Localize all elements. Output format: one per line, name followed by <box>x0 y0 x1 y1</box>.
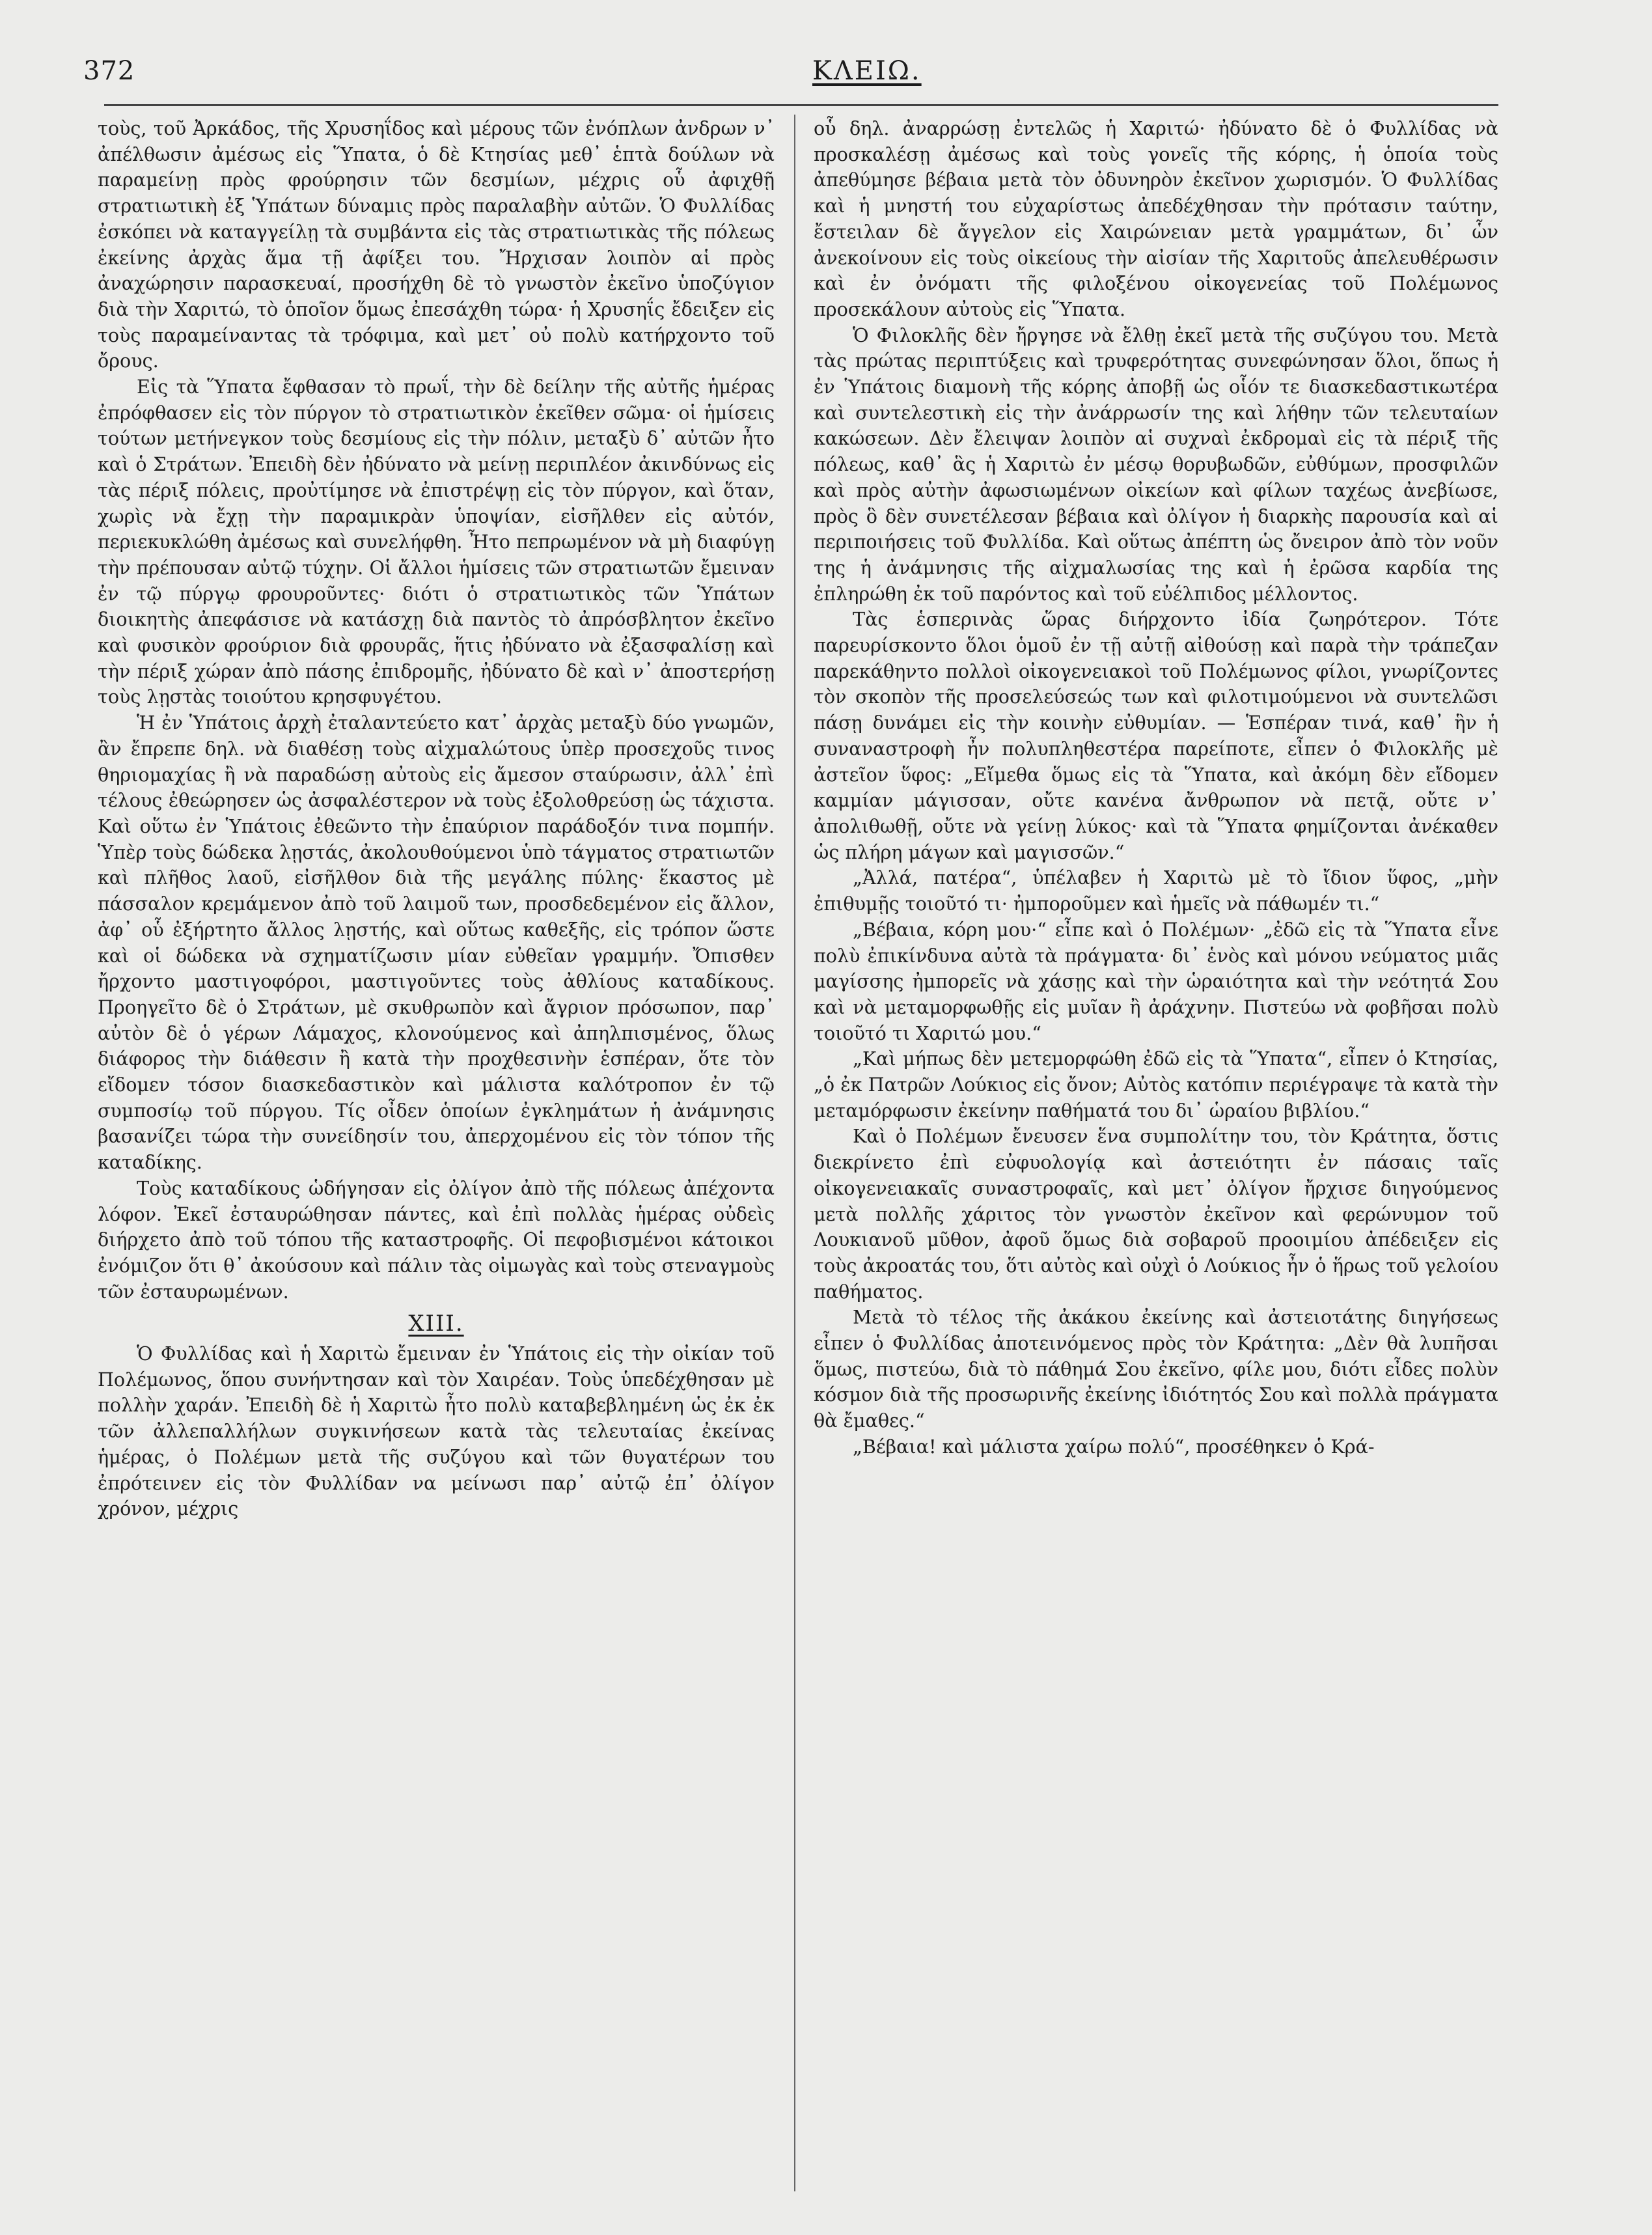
section-heading: XIII. <box>408 1311 464 1337</box>
header-rule <box>104 104 1498 106</box>
paragraph: οὗ δηλ. ἀναρρώσῃ ἐντελῶς ἡ Χαριτώ· ἠδύνατο δὲ ὁ Φυλλίδας νὰ προσκαλέσῃ ἀμέσως καὶ τοὺς γονεῖς τῆς κόρης, ἡ ὁποία τοὺς ἀπεθύμησε βέβαια μετὰ τὸν ὀδυνηρὸν ἐκεῖνον χωρισμόν. Ὁ Φυλλίδας καὶ ἡ μνηστή του εὐχαρίστως ἀπεδέχθησαν τὴν πρότασιν ταύτην, ἔστειλαν δὲ ἄγγελον εἰς Χαιρώνειαν μετὰ γραμμάτων, δι᾽ ὧν ἀνεκοίνουν εἰς τοὺς οἰκείους τὴν αἰσίαν τῆς Χαριτοῦς ἀπελευθέρωσιν καὶ ἐν ὀνόματι τῆς φιλοξένου οἰκογενείας τοῦ Πολέμωνος προσεκάλουν αὐτοὺς εἰς Ὕπατα. <box>814 117 1498 320</box>
paragraph: „Ἀλλά, πατέρα“, ὑπέλαβεν ἡ Χαριτὼ μὲ τὸ ἴδιον ὕφος, „μὴν ἐπιθυμῇς τοιοῦτό τι· ἠμποροῦμεν καὶ ἡμεῖς νὰ πάθωμέν τι.“ <box>814 867 1498 915</box>
paragraph: „Βέβαια! καὶ μάλιστα χαίρω πολύ“, προσέθηκεν ὁ Κρά- <box>853 1435 1375 1458</box>
paragraph: Ὁ Φιλοκλῆς δὲν ἤργησε νὰ ἔλθῃ ἐκεῖ μετὰ τῆς συζύγου του. Μετὰ τὰς πρώτας περιπτύξεις καὶ τρυφερότητας συνεφώνησαν ὅλοι, ὅπως ἡ ἐν Ὑπάτοις διαμονὴ τῆς κόρης ἀποβῇ ὡς οἷόν τε διασκεδαστικωτέρα καὶ συντελεστικὴ εἰς τὴν ἀνάρρωσίν της καὶ λήθην τῶν τελευταίων κακώσεων. Δὲν ἔλειψαν λοιπὸν αἱ συχναὶ ἐκδρομαὶ εἰς τὰ πέριξ τῆς πόλεως, καθ᾽ ἃς ἡ Χαριτὼ ἐν μέσῳ θορυβωδῶν, εὐθύμων, προσφιλῶν καὶ πρὸς αὐτὴν ἀφωσιωμένων οἰκείων καὶ φίλων ταχέως ἀνεβίωσε, πρὸς ὃ δὲν συνετέλεσαν βέβαια καὶ ὀλίγον ἡ διαρκὴς παρουσία καὶ αἱ περιποιήσεις τοῦ Φυλλίδα. Καὶ οὕτως ἀπέπτη ὡς ὄνειρον ἀπὸ τὸν νοῦν της ἡ ἀνάμνησις τῆς αἰχμαλωσίας της καὶ ἡ ἐρῶσα καρδία της ἐπληρώθη ἐκ τοῦ παρόντος καὶ τοῦ εὐέλπιδος μέλλοντος. <box>814 324 1498 605</box>
paragraph: „Βέβαια, κόρη μου·“ εἶπε καὶ ὁ Πολέμων· „ἐδῶ εἰς τὰ Ὕπατα εἶνε πολὺ ἐπικίνδυνα αὐτὰ τὰ πράγματα· δι᾽ ἑνὸς καὶ μόνου νεύματος μιᾶς μαγίσσης ἠμπορεῖς νὰ χάσῃς καὶ τὴν ὡραιότητα καὶ τὴν νεότητά Σου καὶ νὰ μεταμορφωθῇς εἰς μυῖαν ἢ ἀράχνην. Πιστεύω νὰ φοβῆσαι πολὺ τοιοῦτό τι Χαριτώ μου.“ <box>814 918 1498 1044</box>
column-divider <box>794 115 795 2191</box>
paragraph: „Καὶ μήπως δὲν μετεμορφώθη ἐδῶ εἰς τὰ Ὕπατα“, εἶπεν ὁ Κτησίας, „ὁ ἐκ Πατρῶν Λούκιος εἰς ὄνον; Αὐτὸς κατόπιν περιέγραψε τὰ κατὰ τὴν μεταμόρφωσιν ἐκείνην παθήματά του δι᾽ ὡραίου βιβλίου.“ <box>814 1048 1498 1122</box>
paragraph: τοὺς, τοῦ Ἀρκάδος, τῆς Χρυσηΐδος καὶ μέρους τῶν ἐνόπλων ἀνδρων ν᾽ ἀπέλθωσιν ἀμέσως εἰς Ὕπατα, ὁ δὲ Κτησίας μεθ᾽ ἑπτὰ δούλων νὰ παραμείνῃ πρὸς φρούρησιν τῶν δεσμίων, μέχρις οὗ ἀφιχθῇ στρατιωτικὴ ἐξ Ὑπάτων δύναμις πρὸς παραλαβὴν αὐτῶν. Ὁ Φυλλίδας ἐσκόπει νὰ καταγγείλῃ τὰ συμβάντα εἰς τὰς στρατιωτικὰς τῆς πόλεως ἐκείνης ἀρχὰς ἅμα τῇ ἀφίξει του. Ἤρχισαν λοιπὸν αἱ πρὸς ἀναχώρησιν παρασκευαί, προσήχθη δὲ τὸ γνωστὸν ἐκεῖνο ὑποζύγιον διὰ τὴν Χαριτώ, τὸ ὁποῖον ὅμως ἐπεσάχθη τώρα· ἡ Χρυσηΐς ἔδειξεν εἰς τοὺς παραμείναντας τὰ τρόφιμα, καὶ μετ᾽ οὐ πολὺ κατήρχοντο τοῦ ὄρους. <box>98 117 775 372</box>
running-title: ΚΛΕΙΩ. <box>812 56 922 86</box>
page-number: 372 <box>83 56 135 86</box>
paragraph: Τοὺς καταδίκους ὡδήγησαν εἰς ὀλίγον ἀπὸ τῆς πόλεως ἀπέχοντα λόφον. Ἐκεῖ ἐσταυρώθησαν πάντες, καὶ ἐπὶ πολλὰς ἡμέρας οὐδεὶς διήρχετο ἀπὸ τοῦ τόπου τῆς καταστροφῆς. Οἱ πεφοβισμένοι κάτοικοι ἐνόμιζον ὅτι θ᾽ ἀκούσουν καὶ πάλιν τὰς οἰμωγὰς καὶ τοὺς στεναγμοὺς τῶν ἐσταυρωμένων. <box>98 1176 775 1303</box>
paragraph: Ἡ ἐν Ὑπάτοις ἀρχὴ ἐταλαντεύετο κατ᾽ ἀρχὰς μεταξὺ δύο γνωμῶν, ἂν ἔπρεπε δηλ. νὰ διαθέσῃ τοὺς αἰχμαλώτους ὑπὲρ προσεχοῦς τινος θηριομαχίας ἢ νὰ παραδώσῃ αὐτοὺς εἰς ἄμεσον σταύρωσιν, ἀλλ᾽ ἐπὶ τέλους ἐθεώρησεν ὡς ἀσφαλέστερον νὰ τοὺς ἐξολοθρεύσῃ ὡς τάχιστα. Καὶ οὕτω ἐν Ὑπάτοις ἐθεῶντο τὴν ἐπαύριον παράδοξόν τινα πομπήν. Ὑπὲρ τοὺς δώδεκα λῃστάς, ἀκολουθούμενοι ὑπὸ τάγματος στρατιωτῶν καὶ πλῆθος λαοῦ, εἰσῆλθον διὰ τῆς μεγάλης πύλης· ἕκαστος μὲ πάσσαλον κρεμάμενον ἀπὸ τοῦ λαιμοῦ των, προσδεδεμένον εἰς ἄλλον, ἀφ᾽ οὗ ἐξήρτητο ἄλλος λῃστής, καὶ οὕτως καθεξῆς, εἰς τρόπον ὥστε καὶ οἱ δώδεκα νὰ σχηματίζωσιν μίαν εὐθεῖαν γραμμήν. Ὄπισθεν ἤρχοντο μαστιγοφόροι, μαστιγοῦντες τοὺς ἀθλίους καταδίκους. Προηγεῖτο δὲ ὁ Στράτων, μὲ σκυθρωπὸν καὶ ἄγριον πρόσωπον, παρ᾽ αὐτὸν δὲ ὁ γέρων Λάμαχος, κλονούμενος καὶ ἀπηλπισμένος, ὅλως διάφορος τὴν διάθεσιν ἢ κατὰ τὴν προχθεσινὴν ἑσπέραν, ὅτε τὸν εἴδομεν τόσον διασκεδαστικὸν καὶ μάλιστα καλότροπον ἐν τῷ συμποσίῳ τοῦ πύργου. Τίς οἶδεν ὁποίων ἐγκλημάτων ἡ ἀνάμνησις βασανίζει τώρα τὴν συνείδησίν του, ἀπερχομένου εἰς τὸν τόπον τῆς καταδίκης. <box>98 712 775 1174</box>
left-column <box>98 116 775 1522</box>
paragraph: Τὰς ἑσπερινὰς ὥρας διήρχοντο ἰδία ζωηρότερον. Τότε παρευρίσκοντο ὅλοι ὁμοῦ ἐν τῇ αὐτῇ αἰθούσῃ καὶ παρὰ τὴν τράπεζαν παρεκάθηντο πολλοὶ οἰκογενειακοὶ τοῦ Πολέμωνος φίλοι, γνωρίζοντες τὸν σκοπὸν τῆς προσελεύσεώς των καὶ φιλοτιμούμενοι νὰ συντελῶσι πάσῃ δυνάμει εἰς τὴν κοινὴν εὐθυμίαν. — Ἑσπέραν τινά, καθ᾽ ἣν ἡ συναναστροφὴ ἦν πολυπληθεστέρα παρείποτε, εἶπεν ὁ Φιλοκλῆς μὲ ἀστεῖον ὕφος: „Εἴμεθα ὅμως εἰς τὰ Ὕπατα, καὶ ἀκόμη δὲν εἴδομεν καμμίαν μάγισσαν, οὔτε κανένα ἄνθρωπον νὰ πετᾷ, οὔτε ν᾽ ἀπολιθωθῇ, οὔτε νὰ γείνῃ λύκος· καὶ τὰ Ὕπατα φημίζονται ἀνέκαθεν ὡς πλήρη μάγων καὶ μαγισσῶν.“ <box>814 608 1498 863</box>
paragraph: Εἰς τὰ Ὕπατα ἔφθασαν τὸ πρωΐ, τὴν δὲ δείλην τῆς αὐτῆς ἡμέρας ἐπρόφθασεν εἰς τὸν πύργον τὸ στρατιωτικὸν ἐκεῖθεν σῶμα· οἱ ἡμίσεις τούτων μετήνεγκον τοὺς δεσμίους εἰς τὴν πόλιν, μεταξὺ δ᾽ αὐτῶν ἦτο καὶ ὁ Στράτων. Ἐπειδὴ δὲν ἠδύνατο νὰ μείνῃ περιπλέον ἀκινδύνως εἰς τὰς πέριξ πόλεις, προὐτίμησε νὰ ἐπιστρέψῃ εἰς τὸν πύργον, καὶ ὅταν, χωρὶς νὰ ἔχῃ τὴν παραμικρὰν ὑποψίαν, εἰσῆλθεν εἰς αὐτόν, περιεκυκλώθη ἀμέσως καὶ συνελήφθη. Ἦτο πεπρωμένον νὰ μὴ διαφύγῃ τὴν πρέπουσαν αὐτῷ τύχην. Οἱ ἄλλοι ἡμίσεις τῶν στρατιωτῶν ἔμειναν ἐν τῷ πύργῳ φρουροῦντες· διότι ὁ στρατιωτικὸς τῶν Ὑπάτων διοικητὴς ἀπεφάσισε νὰ κατάσχῃ διὰ παντὸς τὸ ἀπρόσβλητον ἐκεῖνο καὶ φυσικὸν φρούριον διὰ φρουρᾶς, ἥτις ἠδύνατο νὰ ἐξασφαλίσῃ καὶ τὴν πέριξ χώραν ἀπὸ πάσης ἐπιδρομῆς, ἠδύνατο δὲ καὶ ν᾽ ἀποστερήσῃ τοὺς λῃστὰς τοιούτου κρησφυγέτου. <box>98 376 775 708</box>
paragraph: Μετὰ τὸ τέλος τῆς ἀκάκου ἐκείνης καὶ ἀστειοτάτης διηγήσεως εἶπεν ὁ Φυλλίδας ἀποτεινόμενος πρὸς τὸν Κράτητα: „Δὲν θὰ λυπῆσαι ὅμως, πιστεύω, διὰ τὸ πάθημά Σου ἐκεῖνο, φίλε μου, διότι εἶδες πολὺν κόσμον διὰ τῆς προσωρινῆς ἐκείνης ἰδιότητός Σου καὶ πολλὰ πράγματα θὰ ἔμαθες.“ <box>814 1306 1498 1432</box>
right-column <box>814 116 1498 1460</box>
page-header <box>83 56 1554 95</box>
paragraph: Καὶ ὁ Πολέμων ἔνευσεν ἕνα συμπολίτην του, τὸν Κράτητα, ὅστις διεκρίνετο ἐπὶ εὐφυολογίᾳ καὶ ἀστειότητι ἐν πάσαις ταῖς οἰκογενειακαῖς συναστροφαῖς, καὶ μετ᾽ ὀλίγον ἤρχισε διηγούμενος μετὰ πολλῆς χάριτος τὸν γνωστὸν ἐκεῖνον καὶ φερώνυμον τοῦ Λουκιανοῦ μῦθον, ἀφοῦ ὅμως διὰ σοβαροῦ προοιμίου ἀπέδειξεν εἰς τοὺς ἀκροατάς του, ὅτι αὐτὸς καὶ οὐχὶ ὁ Λούκιος ἦν ὁ ἥρως τοῦ γελοίου παθήματος. <box>814 1125 1498 1303</box>
paragraph: Ὁ Φυλλίδας καὶ ἡ Χαριτὼ ἔμειναν ἐν Ὑπάτοις εἰς τὴν οἰκίαν τοῦ Πολέμωνος, ὅπου συνήντησαν καὶ τὸν Χαιρέαν. Τοὺς ὑπεδέχθησαν μὲ πολλὴν χαράν. Ἐπειδὴ δὲ ἡ Χαριτὼ ἦτο πολὺ καταβεβλημένη ὡς ἐκ ἐκ τῶν ἀλλεπαλλήλων συγκινήσεων κατὰ τὰς τελευταίας ἐκείνας ἡμέρας, ὁ Πολέμων μετὰ τῆς συζύγου καὶ τῶν θυγατέρων του ἐπρότεινεν εἰς τὸν Φυλλίδαν να μείνωσι παρ᾽ αὐτῷ ἐπ᾽ ὀλίγον χρόνον, μέχρις <box>98 1342 775 1520</box>
